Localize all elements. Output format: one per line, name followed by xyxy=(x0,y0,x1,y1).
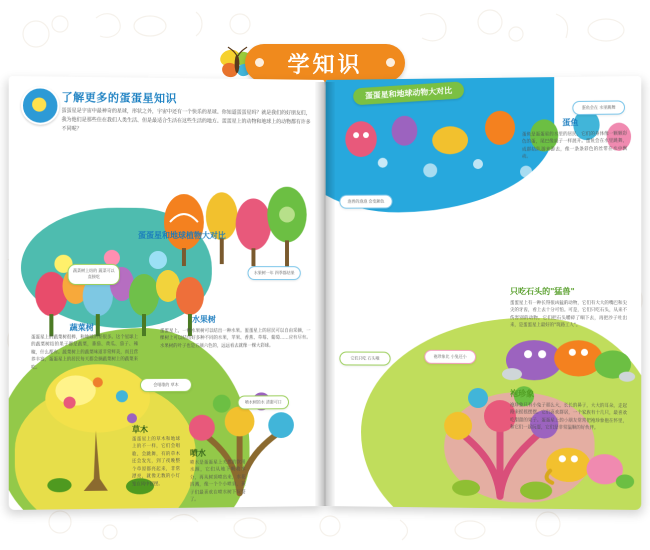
banner-dot-left xyxy=(255,58,264,67)
book-left-page xyxy=(9,76,325,510)
section-body-stone-beast: 蛋蛋星上有一种长得很凶猛的动物，它们有大大的嘴巴和尖尖的牙齿，看上去十分可怕。可是，它们只吃石头，从来不伤害别的动物。它们把石头嚼碎了咽下去，再把沙子吐出来，是蛋蛋星上最好的"筑路工人"。 xyxy=(510,301,628,329)
section-title-treasure-elephant: 袍珍象 xyxy=(510,389,535,399)
book-right-page xyxy=(326,76,642,510)
section-body-egg-fish: 蛋鱼是蛋蛋星的水里的居民，它们的身体像一颗颗彩色的蛋，尾巴像扇子一样展开。蛋鱼会在水里跳舞，成群结队游来游去，像一条条彩色的丝带在水中飘动。 xyxy=(522,131,628,161)
callout-bubble: 泡兽的泡泡 会变颜色 xyxy=(339,195,392,210)
callout-eggfish: 蛋鱼会在 水里跳舞 xyxy=(572,100,625,115)
page-title-banner xyxy=(245,44,405,82)
callout-elephant: 袍珍象比 小兔还小 xyxy=(424,350,476,365)
open-book xyxy=(10,78,640,508)
banner-dot-right xyxy=(386,58,395,67)
left-page-heading: 了解更多的蛋蛋星知识 xyxy=(61,90,177,106)
section-title-fruit-tree: 水果树 xyxy=(191,314,216,324)
egg-tree-art xyxy=(160,170,318,280)
section-title-grass: 草木 xyxy=(131,425,149,435)
section-body-water-tree: 喷水是蛋蛋星上天然的饮用水源，它们从地下吸收水分，再从树顶喷出来，水花四溅，像一个个小喷泉，孩子们最喜欢在喷水树下玩耍了。 xyxy=(189,460,246,504)
callout-fruit: 水果树一年 四季都结果 xyxy=(248,266,301,280)
book-badge-icon xyxy=(21,86,60,125)
left-page-intro: 蛋蛋星是宇宙中最神奇的星球，形状之外，宇宙中还有一个快乐的星球。你知道蛋蛋星吗？就是我们的好朋友们，我为他们是那些住在我们人类生活、但是最适合生活在这些生活的地方。蛋蛋星上的动物和地球上的动物都有许多不同呢？ xyxy=(61,107,311,132)
right-page-ribbon: 蛋蛋星和地球动物大对比 xyxy=(353,81,465,105)
callout-stone: 它们只吃 石头哦 xyxy=(339,352,390,366)
section-title-vegetable-tree: 蔬菜树 xyxy=(69,323,94,333)
section-title-bubble-beast: 泡兽 xyxy=(347,215,363,225)
section-title-stone-beast: 只吃石头的"猛兽" xyxy=(510,286,575,297)
section-body-vegetable-tree: 蛋蛋星上的蔬菜树很棒，和地球的差很多。这个星球上的蔬菜树结的果子都是蔬菜，番茄、黄瓜、茄子、辣椒，什么都有。蔬菜树上的蔬菜味道非常鲜美，而且营养丰富，蛋蛋星上的居民每天都会摘蔬菜树上的蔬菜来吃。 xyxy=(31,335,138,371)
section-body-fruit-tree: 蛋蛋星上，一棵水果树可以结出一种水果。蛋蛋星上的居民可以自由采摘，一棵树上可以结出好多种不同的水果，苹果、香蕉、草莓、葡萄……应有尽有。水果树的叶子也是五颜六色的，远远看去就像一棵大彩球。 xyxy=(160,328,311,349)
section-body-treasure-elephant: 袍珍象只有小兔子那么大，长长的鼻子，大大的耳朵，走起路来摇摇摆摆。它们喜欢群居，一个家族有十几只，最喜欢吃甜甜的果子。蛋蛋星上的小朋友常常把袍珍象抱在怀里，和它们一起玩耍，它们是非常温顺的好伙伴。 xyxy=(510,403,628,432)
page-title: 学知识 xyxy=(287,52,363,78)
callout-vegetable: 蔬菜树上结的 蔬菜可以直接吃 xyxy=(68,264,120,285)
callout-water: 喷水树的水 清甜可口 xyxy=(238,395,289,410)
section-title-plants-compare: 蛋蛋星和地球植物大对比 xyxy=(137,230,226,241)
section-title-water-tree: 喷水 xyxy=(189,448,206,458)
callout-grass: 会唱歌的 草木 xyxy=(140,378,192,393)
section-body-grass: 蛋蛋星上的草木和地球上的不一样，它们会唱歌、会跳舞，有的草木还会发光，到了夜晚整个草原都亮起来，非常漂亮，就像无数的小灯笼在风中摇摆。 xyxy=(131,436,180,488)
section-title-egg-fish: 蛋鱼 xyxy=(562,118,579,128)
section-body-bubble-beast: 蛋蛋星上的泡兽身体圆圆的，浑身长满了泡泡，走起路来一跳一跳的，十分可爱。它们喜欢生活在水边，吃水草和小鱼。泡兽的泡泡可以变色，高兴的时候是粉红色，生气的时候会变成深蓝色。它们性格温和，是蛋蛋星上孩子们最喜欢的宠物之一。 xyxy=(341,229,419,280)
